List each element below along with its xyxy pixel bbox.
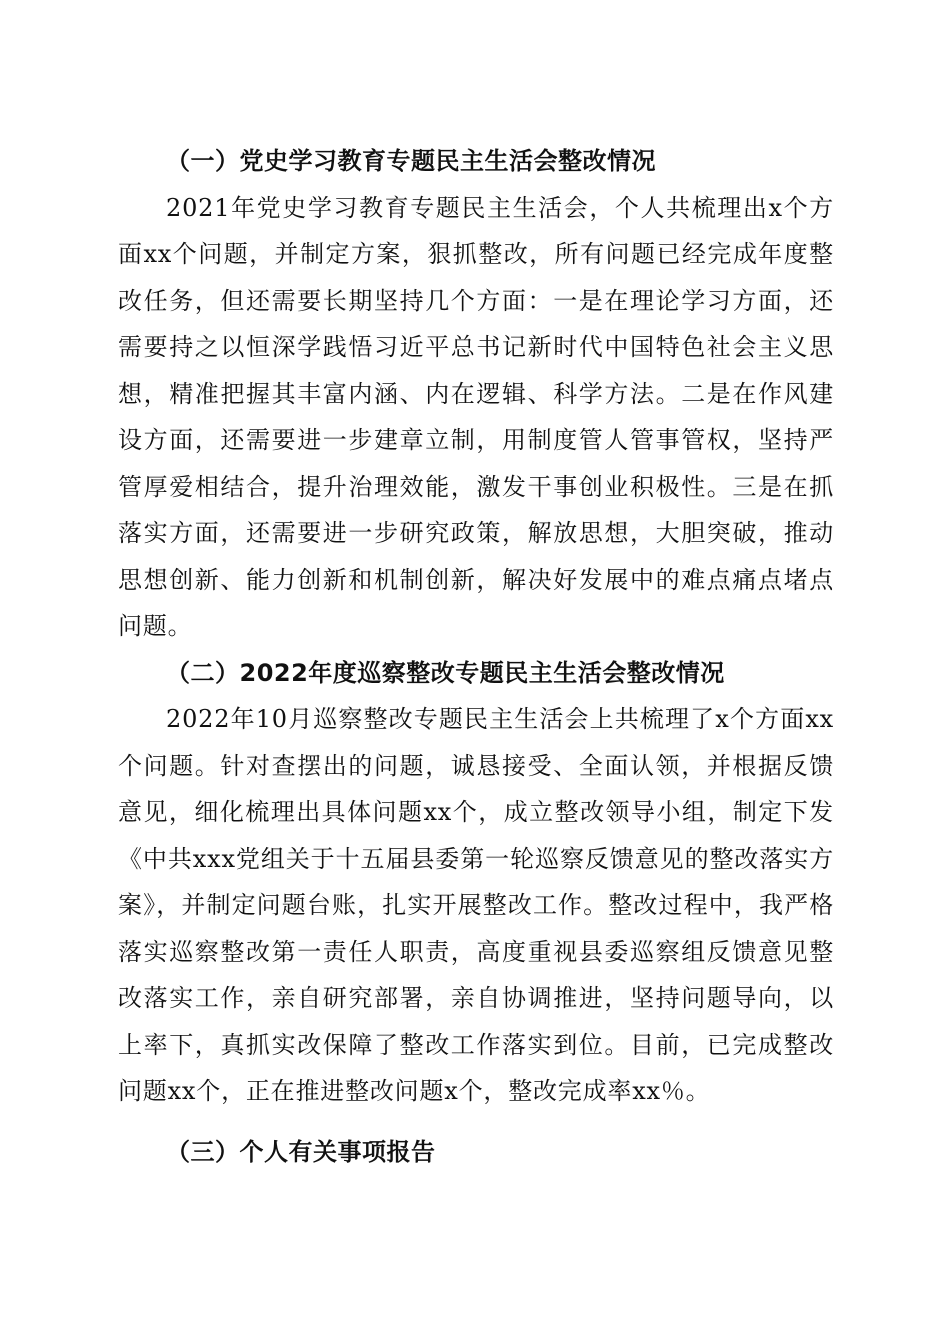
section-paragraph-2: 2022年10月巡察整改专题民主生活会上共梳理了x个方面xx个问题。针对查摆出的问题，诚恳接受、全面认领，并根据反馈意见，细化梳理出具体问题xx个，成立整改领导小组，制定下发《中共xxx党组关于十五届县委第一轮巡察反馈意见的整改落实方案》，并制定问题台账，扎实开展整改工作。整改过程中，我严格落实巡察整改第一责任人职责，高度重视县委巡察组反馈意见整改落实工作，亲自研究部署，亲自协调推进，坚持问题导向，以上率下，真抓实改保障了整改工作落实到位。目前，已完成整改问题xx个，正在推进整改问题x个，整改完成率xx％。	[118, 705, 834, 1105]
section-heading-3: （三）个人有关事项报告	[166, 1137, 436, 1166]
document-body	[118, 138, 834, 1175]
section-heading-2: （二）2022年度巡察整改专题民主生活会整改情况	[166, 658, 725, 687]
section-paragraph-1: 2021年党史学习教育专题民主生活会，个人共梳理出x个方面xx个问题，并制定方案，狠抓整改，所有问题已经完成年度整改任务，但还需要长期坚持几个方面：一是在理论学习方面，还需要持之以恒深学践悟习近平总书记新时代中国特色社会主义思想，精准把握其丰富内涵、内在逻辑、科学方法。二是在作风建设方面，还需要进一步建章立制，用制度管人管事管权，坚持严管厚爱相结合，提升治理效能，激发干事创业积极性。三是在抓落实方面，还需要进一步研究政策，解放思想，大胆突破，推动思想创新、能力创新和机制创新，解决好发展中的难点痛点堵点问题。	[118, 193, 834, 640]
section-heading-1: （一）党史学习教育专题民主生活会整改情况	[166, 147, 656, 175]
